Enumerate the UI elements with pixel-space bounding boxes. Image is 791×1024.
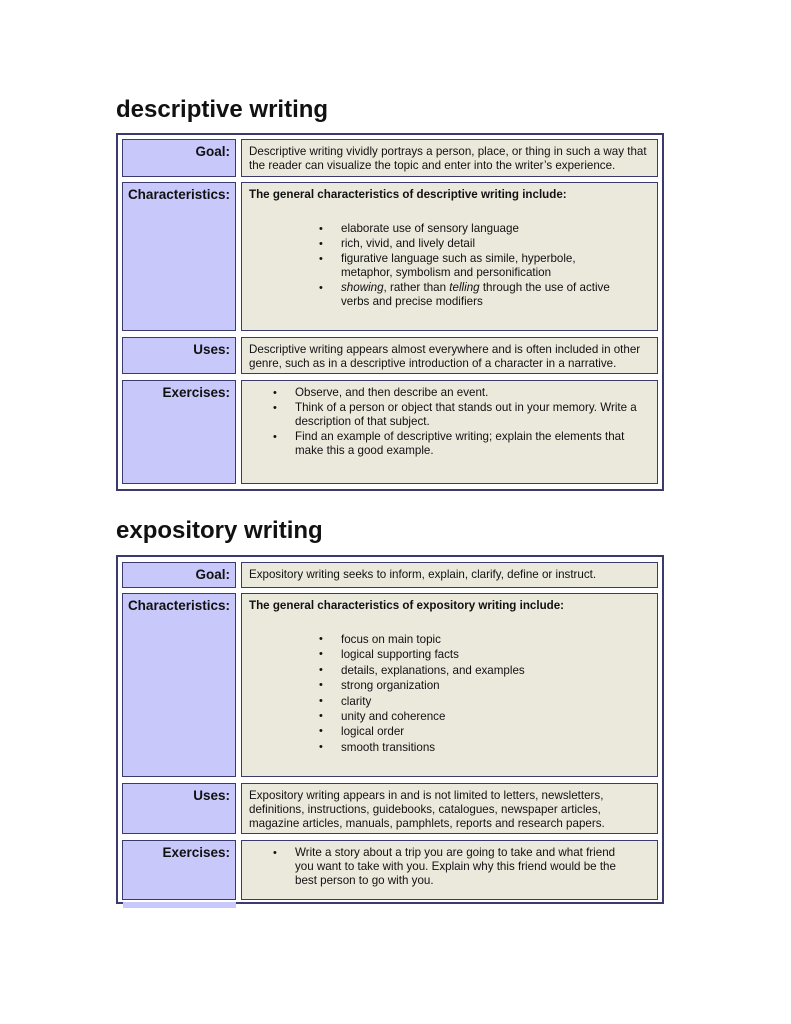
list-item <box>319 709 649 724</box>
characteristics-cell <box>241 593 658 777</box>
expository-characteristics-row <box>122 593 658 777</box>
list-item <box>273 846 635 888</box>
uses-paragraph: Expository writing appears in and is not limited to letters, newsletters, definitions, instructions, guidebooks, catalogues, newspaper articles, magazine articles, manuals, pamphlets, reports and research papers. <box>249 789 605 830</box>
goal-paragraph: Expository writing seeks to inform, explain, clarify, define or instruct. <box>249 568 597 581</box>
bullet-icon: • <box>273 387 277 399</box>
list-item <box>319 663 649 678</box>
goal-text <box>241 562 658 588</box>
descriptive-goal-row <box>122 139 658 177</box>
list-item-text: logical order <box>341 725 405 739</box>
list-item-text: unity and coherence <box>341 710 446 724</box>
uses-paragraph: Descriptive writing appears almost everywhere and is often included in other genre, such as in a descriptive introduction of a character in a narrative. <box>249 343 641 370</box>
bullet-icon: • <box>319 648 323 661</box>
bullet-icon: • <box>319 725 323 738</box>
characteristics-intro-bold: The general characteristics of expository writing include: <box>249 599 565 612</box>
list-item <box>319 281 641 309</box>
expository-table <box>116 555 664 904</box>
list-item-text: , rather than <box>383 281 450 294</box>
list-item <box>319 724 649 739</box>
list-item-text: clarity <box>341 694 372 708</box>
goal-label: Goal: <box>122 562 236 588</box>
uses-text <box>241 337 658 374</box>
exercises-cell <box>241 840 658 900</box>
list-item-text: details, explanations, and examples <box>341 663 525 677</box>
descriptive-uses-row <box>122 337 658 374</box>
bullet-icon: • <box>273 431 277 443</box>
bullet-icon: • <box>319 253 323 265</box>
characteristics-intro-bold: The general characteristics of descriptive writing include: <box>249 188 567 201</box>
list-item <box>319 678 649 693</box>
list-item <box>273 401 645 429</box>
descriptive-characteristics-row <box>122 182 658 331</box>
table-continuation-fragment <box>123 902 236 908</box>
characteristics-label: Characteristics: <box>122 593 236 777</box>
uses-label: Uses: <box>122 337 236 374</box>
expository-title: expository writing <box>116 517 323 544</box>
expository-goal-row <box>122 562 658 588</box>
exercises-label: Exercises: <box>122 380 236 484</box>
list-item-text: figurative language such as simile, hyperbole, metaphor, symbolism and personification <box>341 252 576 279</box>
uses-text <box>241 783 658 834</box>
list-item <box>319 237 641 251</box>
list-item-text: Write a story about a trip you are going to take and what friend you want to take with you. Explain why this friend would be the best person to go with you. <box>295 846 616 887</box>
bullet-icon: • <box>319 663 323 676</box>
goal-paragraph: Descriptive writing vividly portrays a person, place, or thing in such a way that the reader can visualize the topic and enter into the writer’s experience. <box>249 145 647 172</box>
characteristics-list <box>249 222 649 309</box>
bullet-icon: • <box>273 402 277 414</box>
characteristics-intro <box>249 599 649 613</box>
emphasis-showing: showing <box>341 281 384 294</box>
list-item-text: through the use of active verbs and precise modifiers <box>341 281 610 308</box>
list-item <box>273 386 645 400</box>
list-item-text: smooth transitions <box>341 740 436 754</box>
bullet-icon: • <box>319 740 323 753</box>
list-item <box>319 252 641 280</box>
exercises-label: Exercises: <box>122 840 236 900</box>
goal-text <box>241 139 658 177</box>
bullet-icon: • <box>319 710 323 723</box>
descriptive-table <box>116 133 664 491</box>
list-item-text: Observe, and then describe an event. <box>295 386 489 399</box>
uses-label: Uses: <box>122 783 236 834</box>
expository-uses-row <box>122 783 658 834</box>
list-item-text: Find an example of descriptive writing; explain the elements that make this a good example. <box>295 430 625 457</box>
list-item <box>319 632 649 647</box>
list-item <box>273 430 645 458</box>
descriptive-title: descriptive writing <box>116 96 329 123</box>
bullet-icon: • <box>319 694 323 707</box>
emphasis-telling: telling <box>449 281 480 294</box>
list-item-text: Think of a person or object that stands out in your memory. Write a description of that subject. <box>295 401 637 428</box>
list-item-text: elaborate use of sensory language <box>341 222 519 235</box>
expository-exercises-row <box>122 840 658 900</box>
characteristics-cell <box>241 182 658 331</box>
bullet-icon: • <box>319 282 323 294</box>
bullet-icon: • <box>319 238 323 250</box>
list-item <box>319 222 641 236</box>
list-item <box>319 740 649 755</box>
list-item <box>319 647 649 662</box>
bullet-icon: • <box>319 223 323 235</box>
bullet-icon: • <box>273 847 277 859</box>
list-item <box>319 694 649 709</box>
list-item-text: focus on main topic <box>341 633 441 646</box>
characteristics-intro <box>249 188 649 202</box>
bullet-icon: • <box>319 633 323 645</box>
exercises-list <box>249 846 649 888</box>
list-item-text: logical supporting facts <box>341 648 459 662</box>
exercises-cell <box>241 380 658 484</box>
list-item-text: rich, vivid, and lively detail <box>341 237 476 250</box>
exercises-list <box>249 386 649 458</box>
goal-label: Goal: <box>122 139 236 177</box>
characteristics-label: Characteristics: <box>122 182 236 331</box>
list-item-text: strong organization <box>341 679 440 693</box>
bullet-icon: • <box>319 679 323 692</box>
characteristics-list <box>249 632 649 755</box>
descriptive-exercises-row <box>122 380 658 484</box>
